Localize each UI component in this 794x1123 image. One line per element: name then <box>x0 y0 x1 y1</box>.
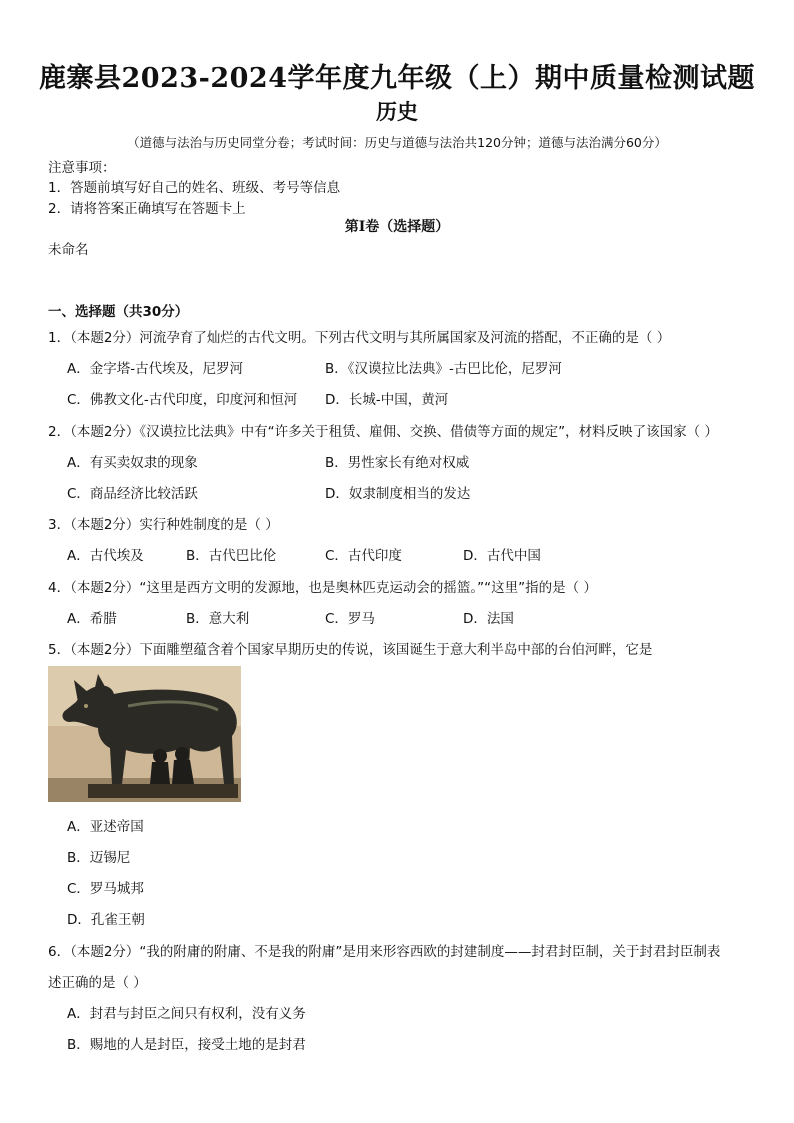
option-d: D．孔雀王朝 <box>67 912 145 928</box>
option-a: A．古代埃及 <box>67 548 144 564</box>
capitoline-wolf-photo <box>48 666 241 802</box>
option-c: C．罗马 <box>325 611 375 627</box>
option-a: A．封君与封臣之间只有权利，没有义务 <box>67 1006 306 1022</box>
option-c: C．商品经济比较活跃 <box>67 486 198 502</box>
option-b: B．迈锡尼 <box>67 850 131 866</box>
unnamed-label: 未命名 <box>48 242 89 258</box>
notices-heading: 注意事项： <box>48 160 116 176</box>
option-d: D．古代中国 <box>463 548 541 564</box>
wolf-statue-illustration <box>48 666 241 802</box>
notice-item: 2．请将答案正确填写在答题卡上 <box>48 201 246 217</box>
question-stem: 4．（本题2分）“这里是西方文明的发源地，也是奥林匹克运动会的摇篮。”“这里”指的是（ ） <box>48 580 597 596</box>
option-a: A．金字塔-古代埃及，尼罗河 <box>67 361 244 377</box>
question-stem: 6．（本题2分）“我的附庸的附庸、不是我的附庸”是用来形容西欧的封建制度——封君封臣制，关于封君封臣制表 <box>48 944 721 960</box>
option-b: B．《汉谟拉比法典》-古巴比伦，尼罗河 <box>325 361 562 377</box>
option-c: C．佛教文化-古代印度，印度河和恒河 <box>67 392 298 408</box>
option-d: D．长城-中国，黄河 <box>325 392 449 408</box>
option-a: A．亚述帝国 <box>67 819 144 835</box>
option-a: A．有买卖奴隶的现象 <box>67 455 198 471</box>
exam-note: （道德与法治与历史同堂分卷；考试时间：历史与道德与法治共120分钟；道德与法治满分60分） <box>127 135 667 150</box>
option-a: A．希腊 <box>67 611 117 627</box>
option-d: D．法国 <box>463 611 514 627</box>
notice-item: 1．答题前填写好自己的姓名、班级、考号等信息 <box>48 180 341 196</box>
exam-title: 鹿寨县2023-2024学年度九年级（上）期中质量检测试题 <box>39 63 755 94</box>
option-b: B．古代巴比伦 <box>186 548 277 564</box>
option-b: B．男性家长有绝对权威 <box>325 455 470 471</box>
part-title: 第I卷（选择题） <box>344 219 450 235</box>
question-stem: 2．（本题2分）《汉谟拉比法典》中有“许多关于租赁、雇佣、交换、借债等方面的规定”，材料反映了该国家（ ） <box>48 424 718 440</box>
question-stem-continued: 述正确的是（ ） <box>48 975 147 991</box>
option-c: C．罗马城邦 <box>67 881 144 897</box>
question-stem: 3．（本题2分）实行种姓制度的是（ ） <box>48 517 279 533</box>
option-b: B．意大利 <box>186 611 250 627</box>
question-stem: 1．（本题2分）河流孕育了灿烂的古代文明。下列古代文明与其所属国家及河流的搭配，不正确的是（ ） <box>48 330 671 346</box>
option-c: C．古代印度 <box>325 548 402 564</box>
section-title: 一、选择题（共30分） <box>48 304 189 320</box>
question-stem: 5．（本题2分）下面雕塑蕴含着个国家早期历史的传说，该国诞生于意大利半岛中部的台伯河畔，它是 <box>48 642 653 658</box>
subject-title: 历史 <box>376 100 418 124</box>
option-b: B．赐地的人是封臣，接受土地的是封君 <box>67 1037 306 1053</box>
option-d: D．奴隶制度相当的发达 <box>325 486 471 502</box>
